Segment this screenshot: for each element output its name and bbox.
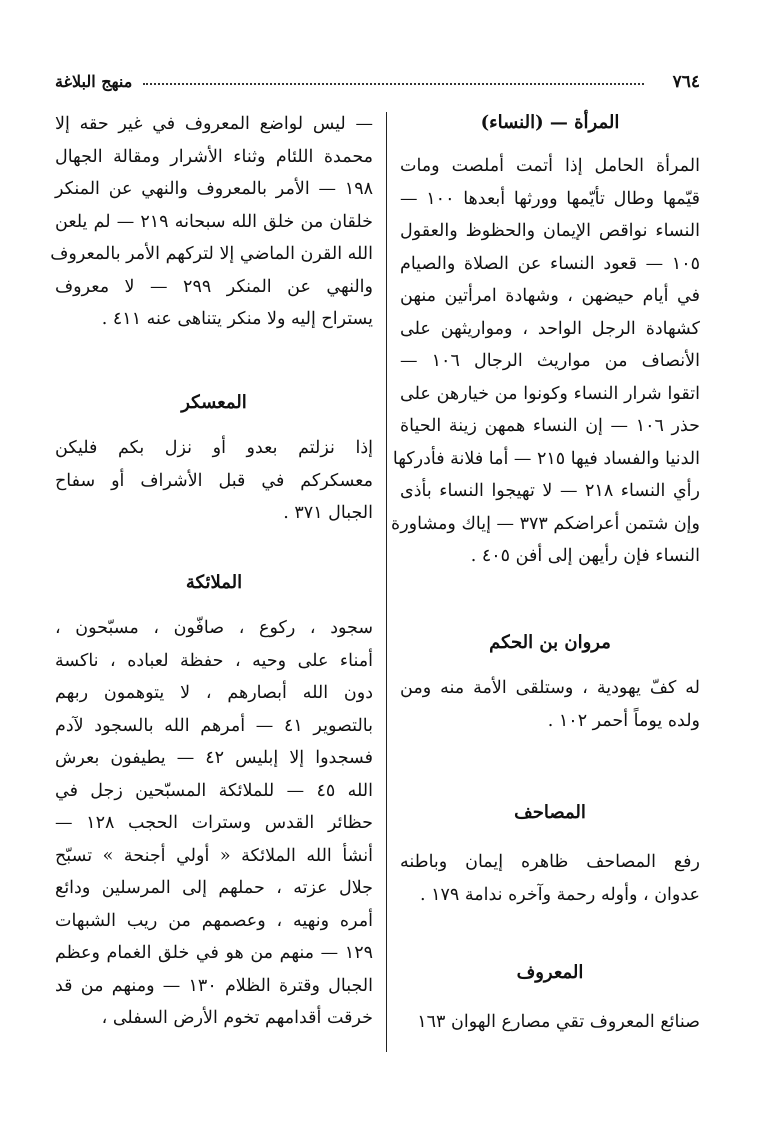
entry-heading: المصاحف: [514, 802, 586, 823]
entry-text: [400, 672, 700, 737]
text-line: الله ٤٥ — للملائكة المسبّحين زجل في: [55, 780, 373, 801]
text-line: بالتصوير ٤١ — أمرهم الله بالسجود لآدم: [55, 715, 373, 736]
text-line: المرأة الحامل إذا أتمت أملصت ومات: [400, 156, 700, 176]
entry-heading: المعروف: [516, 962, 584, 983]
text-line: ١٠٥ — قعود النساء عن الصلاة والصيام: [400, 253, 700, 274]
text-line: له كفّ يهودية ، وستلقى الأمة منه ومن: [400, 678, 700, 698]
text-line: دون الله أبصارهم ، لا يتوهمون ربهم: [55, 683, 373, 703]
text-line: خرقت أقدامهم تخوم الأرض السفلى ،: [101, 1008, 373, 1028]
text-line: حظائر القدس وسترات الحجب ١٢٨ —: [55, 813, 373, 833]
text-line: الجبال وقترة الظلام ١٣٠ — ومنهم من قد: [55, 975, 373, 996]
entry-section: [400, 628, 700, 737]
text-line: جلال عزته ، حملهم إلى المرسلين ودائع: [55, 878, 373, 898]
text-line: الأنصاف من مواريث الرجال ١٠٦ —: [400, 351, 700, 371]
text-line: قيّمها وطال تأيّمها وورثها أبعدها ١٠٠ —: [400, 188, 700, 209]
text-line: النساء فإن رأيهن إلى أفن ٤٠٥ .: [470, 546, 700, 566]
text-line: رفع المصاحف ظاهره إيمان وباطنه: [400, 852, 700, 872]
entry-text: [50, 108, 373, 336]
text-line: الدنيا والفساد فيها ٢١٥ — أما فلانة فأدركها: [392, 448, 700, 469]
text-line: — ليس لواضع المعروف في غير حقه إلا: [55, 114, 373, 134]
text-line: في أيام حيضهن ، وشهادة امرأتين منهن: [400, 286, 700, 306]
text-line: الله القرن الماضي إلا لتركهم الأمر بالمعروف: [50, 244, 373, 264]
text-line: يستراح إليه ولا منكر يتناهى عنه ٤١١ .: [101, 309, 373, 329]
text-line: اتقوا شرار النساء وكونوا من خيارهن على: [400, 383, 700, 404]
text-line: عدوان ، وأوله رحمة وآخره ندامة ١٧٩ .: [419, 884, 700, 905]
entry-section: [391, 108, 700, 573]
text-line: أنشأ الله الملائكة « أولي أجنحة » تسبّح: [55, 845, 373, 866]
column-divider: [386, 112, 387, 1052]
entry-heading: المعسكر: [181, 392, 247, 413]
text-line: رأي النساء ٢١٨ — لا تهيجوا النساء بأذى: [400, 481, 700, 501]
text-line: إذا نزلتم بعدو أو نزل بكم فليكن: [55, 438, 373, 458]
text-line: معسكركم في قبل الأشراف أو سفاح: [55, 470, 373, 491]
entry-heading: الملائكة: [185, 572, 243, 593]
entry-section: [55, 568, 373, 1035]
text-line: أمره ونهيه ، وعصمهم من ريب الشبهات: [55, 910, 373, 931]
text-line: محمدة اللئام وثناء الأشرار ومقالة الجهال: [55, 146, 373, 167]
text-line: ١٩٨ — الأمر بالمعروف والنهي عن المنكر: [55, 179, 373, 199]
entry-text: [55, 432, 373, 530]
page-number: ٧٦٤: [672, 72, 700, 92]
entry-section: [400, 958, 700, 1039]
text-line: وإن شتمن أعراضكم ٣٧٣ — إياك ومشاورة: [391, 513, 700, 534]
text-line: النساء نواقص الإيمان والحظوظ والعقول: [400, 221, 700, 241]
entry-text: [391, 150, 700, 573]
text-line: ١٢٩ — منهم من هو في خلق الغمام وعظم: [55, 943, 373, 963]
text-line: أمناء على وحيه ، حفظة لعباده ، ناكسة: [55, 650, 373, 671]
text-line: الجبال ٣٧١ .: [283, 503, 373, 523]
entry-text: [400, 1006, 700, 1039]
text-line: فسجدوا إلا إبليس ٤٢ — يطيفون بعرش: [55, 748, 373, 768]
text-line: سجود ، ركوع ، صافّون ، مسبّحون ،: [55, 618, 373, 638]
entry-heading: مروان بن الحكم: [489, 632, 611, 653]
entry-section: [55, 388, 373, 530]
text-line: صنائع المعروف تقي مصارع الهوان ١٦٣: [417, 1012, 700, 1032]
text-line: حذر ١٠٦ — إن النساء همهن زينة الحياة: [400, 416, 700, 436]
text-line: ولده يوماً أحمر ١٠٢ .: [547, 710, 700, 731]
header-dotted-leader: [143, 83, 644, 85]
entry-section: [50, 108, 373, 336]
entry-section: [400, 798, 700, 911]
book-title: منهج البلاغة: [55, 72, 133, 91]
text-line: كشهادة الرجل الواحد ، ومواريثهن على: [400, 318, 700, 339]
text-line: والنهي عن المنكر ٢٩٩ — لا معروف: [55, 276, 373, 297]
entry-text: [400, 846, 700, 911]
entry-heading: المرأة — (النساء): [480, 112, 620, 133]
entry-text: [55, 612, 373, 1035]
text-line: خلقان من خلق الله سبحانه ٢١٩ — لم يلعن: [55, 211, 373, 232]
page-header: [55, 68, 700, 98]
